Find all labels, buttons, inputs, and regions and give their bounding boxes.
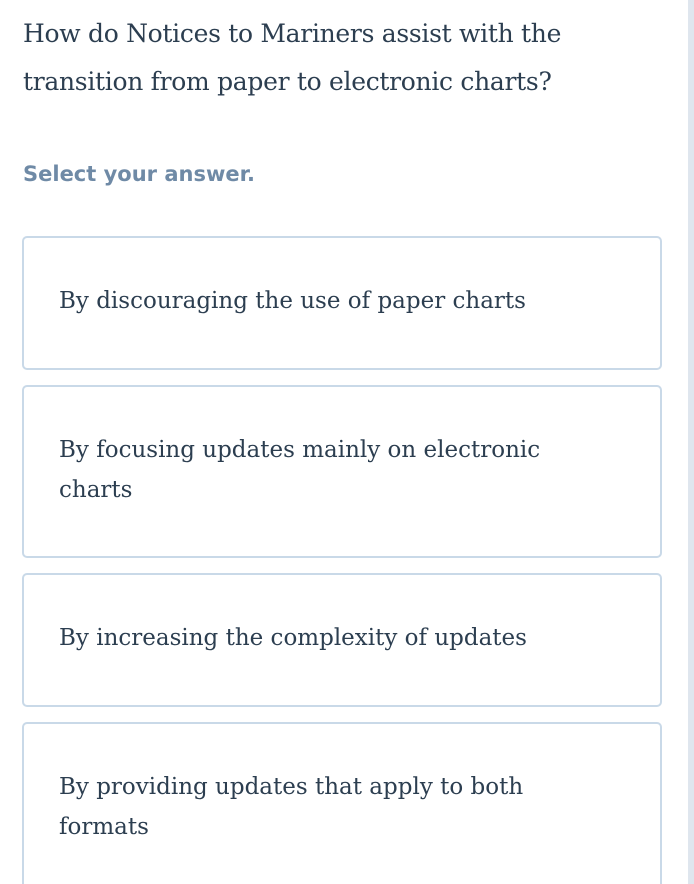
answer-option-label: By focusing updates mainly on electronic charts — [59, 437, 541, 503]
answer-instruction: Select your answer. — [23, 162, 255, 186]
answer-option-label: By providing updates that apply to both formats — [59, 774, 524, 840]
answer-option-label: By increasing the complexity of updates — [59, 625, 527, 651]
question-text: How do Notices to Mariners assist with the transition from paper to electronic charts? — [23, 19, 562, 96]
answer-option-2[interactable] — [22, 385, 662, 558]
answer-option-4[interactable] — [22, 722, 662, 884]
answer-option-3[interactable] — [22, 573, 662, 707]
page-divider — [688, 0, 694, 884]
answer-option-1[interactable] — [22, 236, 662, 370]
answer-option-label: By discouraging the use of paper charts — [59, 288, 526, 314]
